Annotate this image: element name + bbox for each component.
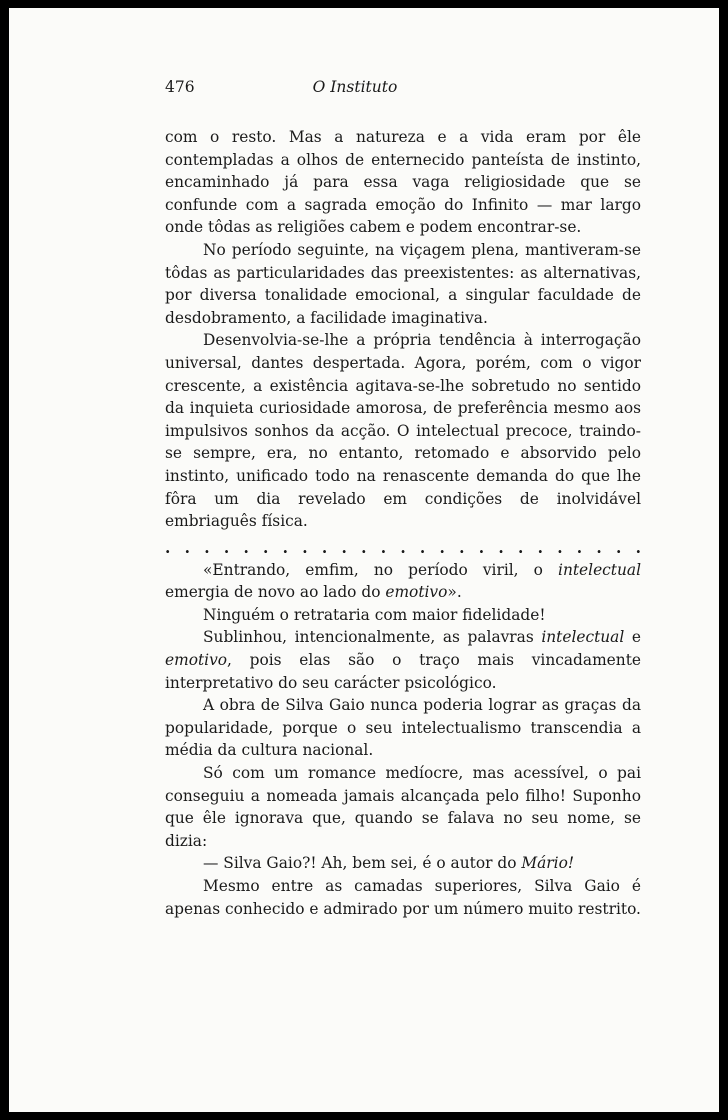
quote-emphasis-intelectual: intelectual <box>558 560 641 579</box>
paragraph-2: No período seguinte, na viçagem plena, mantiveram-se tôdas as particularidades das preexistentes: as alternativas, por diversa tonalidade emocional, a singular faculdade de desdobramento, a facilidade imaginativa. <box>165 240 641 327</box>
running-title: O Instituto <box>312 78 398 96</box>
paragraph-10: Mesmo entre as camadas superiores, Silva Gaio é apenas conhecido e admirado por um número muito restrito. <box>165 877 641 918</box>
p6-emphasis-emotivo: emotivo <box>165 651 228 670</box>
quote-text-1: «Entrando, emfim, no período viril, o <box>203 560 559 579</box>
page-number: 476 <box>165 78 195 96</box>
paragraph-1: com o resto. Mas a natureza e a vida eram por êle contempladas a olhos de enternecido panteísta de instinto, encaminhado já para essa vaga religiosidade que se confunde com a sagrada emoção do Infinito — mar largo onde tôdas as religiões cabem e podem encontrar-se. <box>165 128 641 237</box>
paragraph-3: Desenvolvia-se-lhe a própria tendência à interrogação universal, dantes despertada. Agora, porém, com o vigor crescente, a existência agitava-se-lhe sobretudo no sentido da inquieta curiosidade amorosa, de preferência mesmo aos impulsivos sonhos da acção. O intelectual precoce, traindo-se sempre, era, no entanto, retomado e absorvido pelo instinto, unificado todo na renascente demanda do que lhe fôra um dia revelado em condições de inolvidável embriaguês física. <box>165 331 641 531</box>
paragraph-8: Só com um romance medíocre, mas acessível, o pai conseguiu a nomeada jamais alcançada pelo filho! Suponho que êle ignorava que, quando se falava no seu nome, se dizia: <box>165 764 641 850</box>
p6-text-2: e <box>624 628 641 647</box>
p6-text-3: , pois elas são o traço mais vincadamente interpretativo do seu carácter psicológico. <box>165 651 641 692</box>
paragraph-9 <box>165 852 641 875</box>
paragraph-6 <box>165 626 641 694</box>
paragraph-5: Ninguém o retrataria com maior fidelidade! <box>203 605 546 624</box>
p9-text: — Silva Gaio?! Ah, bem sei, é o autor do <box>203 854 522 873</box>
quote-emphasis-emotivo: emotivo <box>385 583 448 602</box>
p6-text-1: Sublinhou, intencionalmente, as palavras <box>203 628 542 647</box>
body-text <box>165 126 641 920</box>
quote-text-2: emergia de novo ao lado do <box>165 583 386 602</box>
p9-emphasis-mario: Mário! <box>521 854 575 873</box>
p6-emphasis-intelectual: intelectual <box>541 628 625 647</box>
quote-text-3: ». <box>447 583 462 602</box>
section-break-dots: . . . . . . . . . . . . . . . . . . . . . . . . . <box>165 538 641 557</box>
page-header <box>165 78 641 102</box>
paragraph-7: A obra de Silva Gaio nunca poderia lograr as graças da popularidade, porque o seu intelectualismo transcendia a média da cultura nacional. <box>165 696 641 760</box>
paragraph-quote <box>165 559 641 604</box>
